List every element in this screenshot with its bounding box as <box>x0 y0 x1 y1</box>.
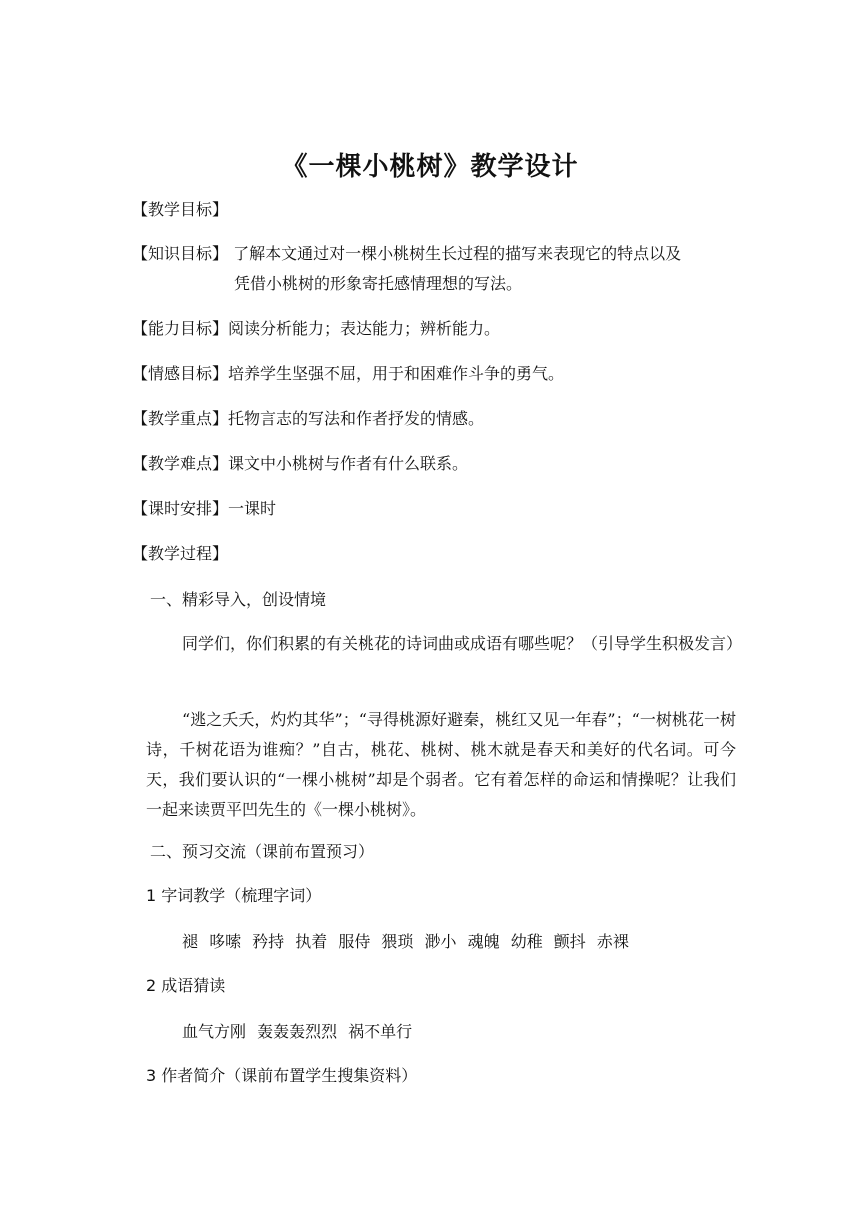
knowledge-goal-label: 【知识目标】 <box>132 244 229 263</box>
schedule-text: 一课时 <box>228 499 277 518</box>
emotion-goal-text: 培养学生坚强不屈，用于和困难作斗争的勇气。 <box>228 364 565 383</box>
teaching-goal-header: 【教学目标】 <box>132 200 229 219</box>
difficulty <box>132 452 468 476</box>
section1-heading: 一、精彩导入，创设情境 <box>150 590 327 609</box>
emotion-goal-label: 【情感目标】 <box>132 364 229 383</box>
key-point <box>132 407 484 431</box>
section1-question: 同学们，你们积累的有关桃花的诗词曲或成语有哪些呢？（引导学生积极发言） <box>182 634 743 653</box>
ability-goal-label: 【能力目标】 <box>132 319 229 338</box>
difficulty-text: 课文中小桃树与作者有什么联系。 <box>228 454 469 473</box>
document-title: 《一棵小桃树》教学设计 <box>281 152 579 182</box>
idiom-words: 血气方刚 轰轰轰烈烈 祸不单行 <box>182 1022 413 1041</box>
schedule <box>132 497 276 521</box>
section2-heading: 二、预习交流（课前布置预习） <box>150 842 375 861</box>
key-point-label: 【教学重点】 <box>132 409 229 428</box>
section2-item3: 3 作者简介（课前布置学生搜集资料） <box>146 1066 418 1085</box>
emotion-goal <box>132 362 564 386</box>
vocabulary-words: 褪 哆嗦 矜持 执着 服侍 猥琐 渺小 魂魄 幼稚 颤抖 赤裸 <box>182 932 629 951</box>
section1-paragraph: “逃之夭夭，灼灼其华”；“寻得桃源好避秦，桃红又见一年春”；“一树桃花一树诗，千树花语为谁痴？”自古，桃花、桃树、桃木就是春天和美好的代名词。可今天，我们要认识的“一棵小桃树”却是个弱者。它有着怎样的命运和情操呢？让我们一起来读贾平凹先生的《一棵小桃树》。 <box>146 710 736 819</box>
ability-goal-text: 阅读分析能力；表达能力；辨析能力。 <box>228 319 501 338</box>
knowledge-goal-text-1: 了解本文通过对一棵小桃树生长过程的描写来表现它的特点以及 <box>228 244 682 263</box>
process-header: 【教学过程】 <box>132 544 229 563</box>
knowledge-goal-text-2: 凭借小桃树的形象寄托感情理想的写法。 <box>234 274 523 293</box>
key-point-text: 托物言志的写法和作者抒发的情感。 <box>228 409 485 428</box>
section2-item2: 2 成语猜读 <box>146 976 226 995</box>
schedule-label: 【课时安排】 <box>132 499 229 518</box>
ability-goal <box>132 317 500 341</box>
knowledge-goal <box>132 239 732 299</box>
section2-item1: 1 字词教学（梳理字词） <box>146 886 322 905</box>
difficulty-label: 【教学难点】 <box>132 454 229 473</box>
